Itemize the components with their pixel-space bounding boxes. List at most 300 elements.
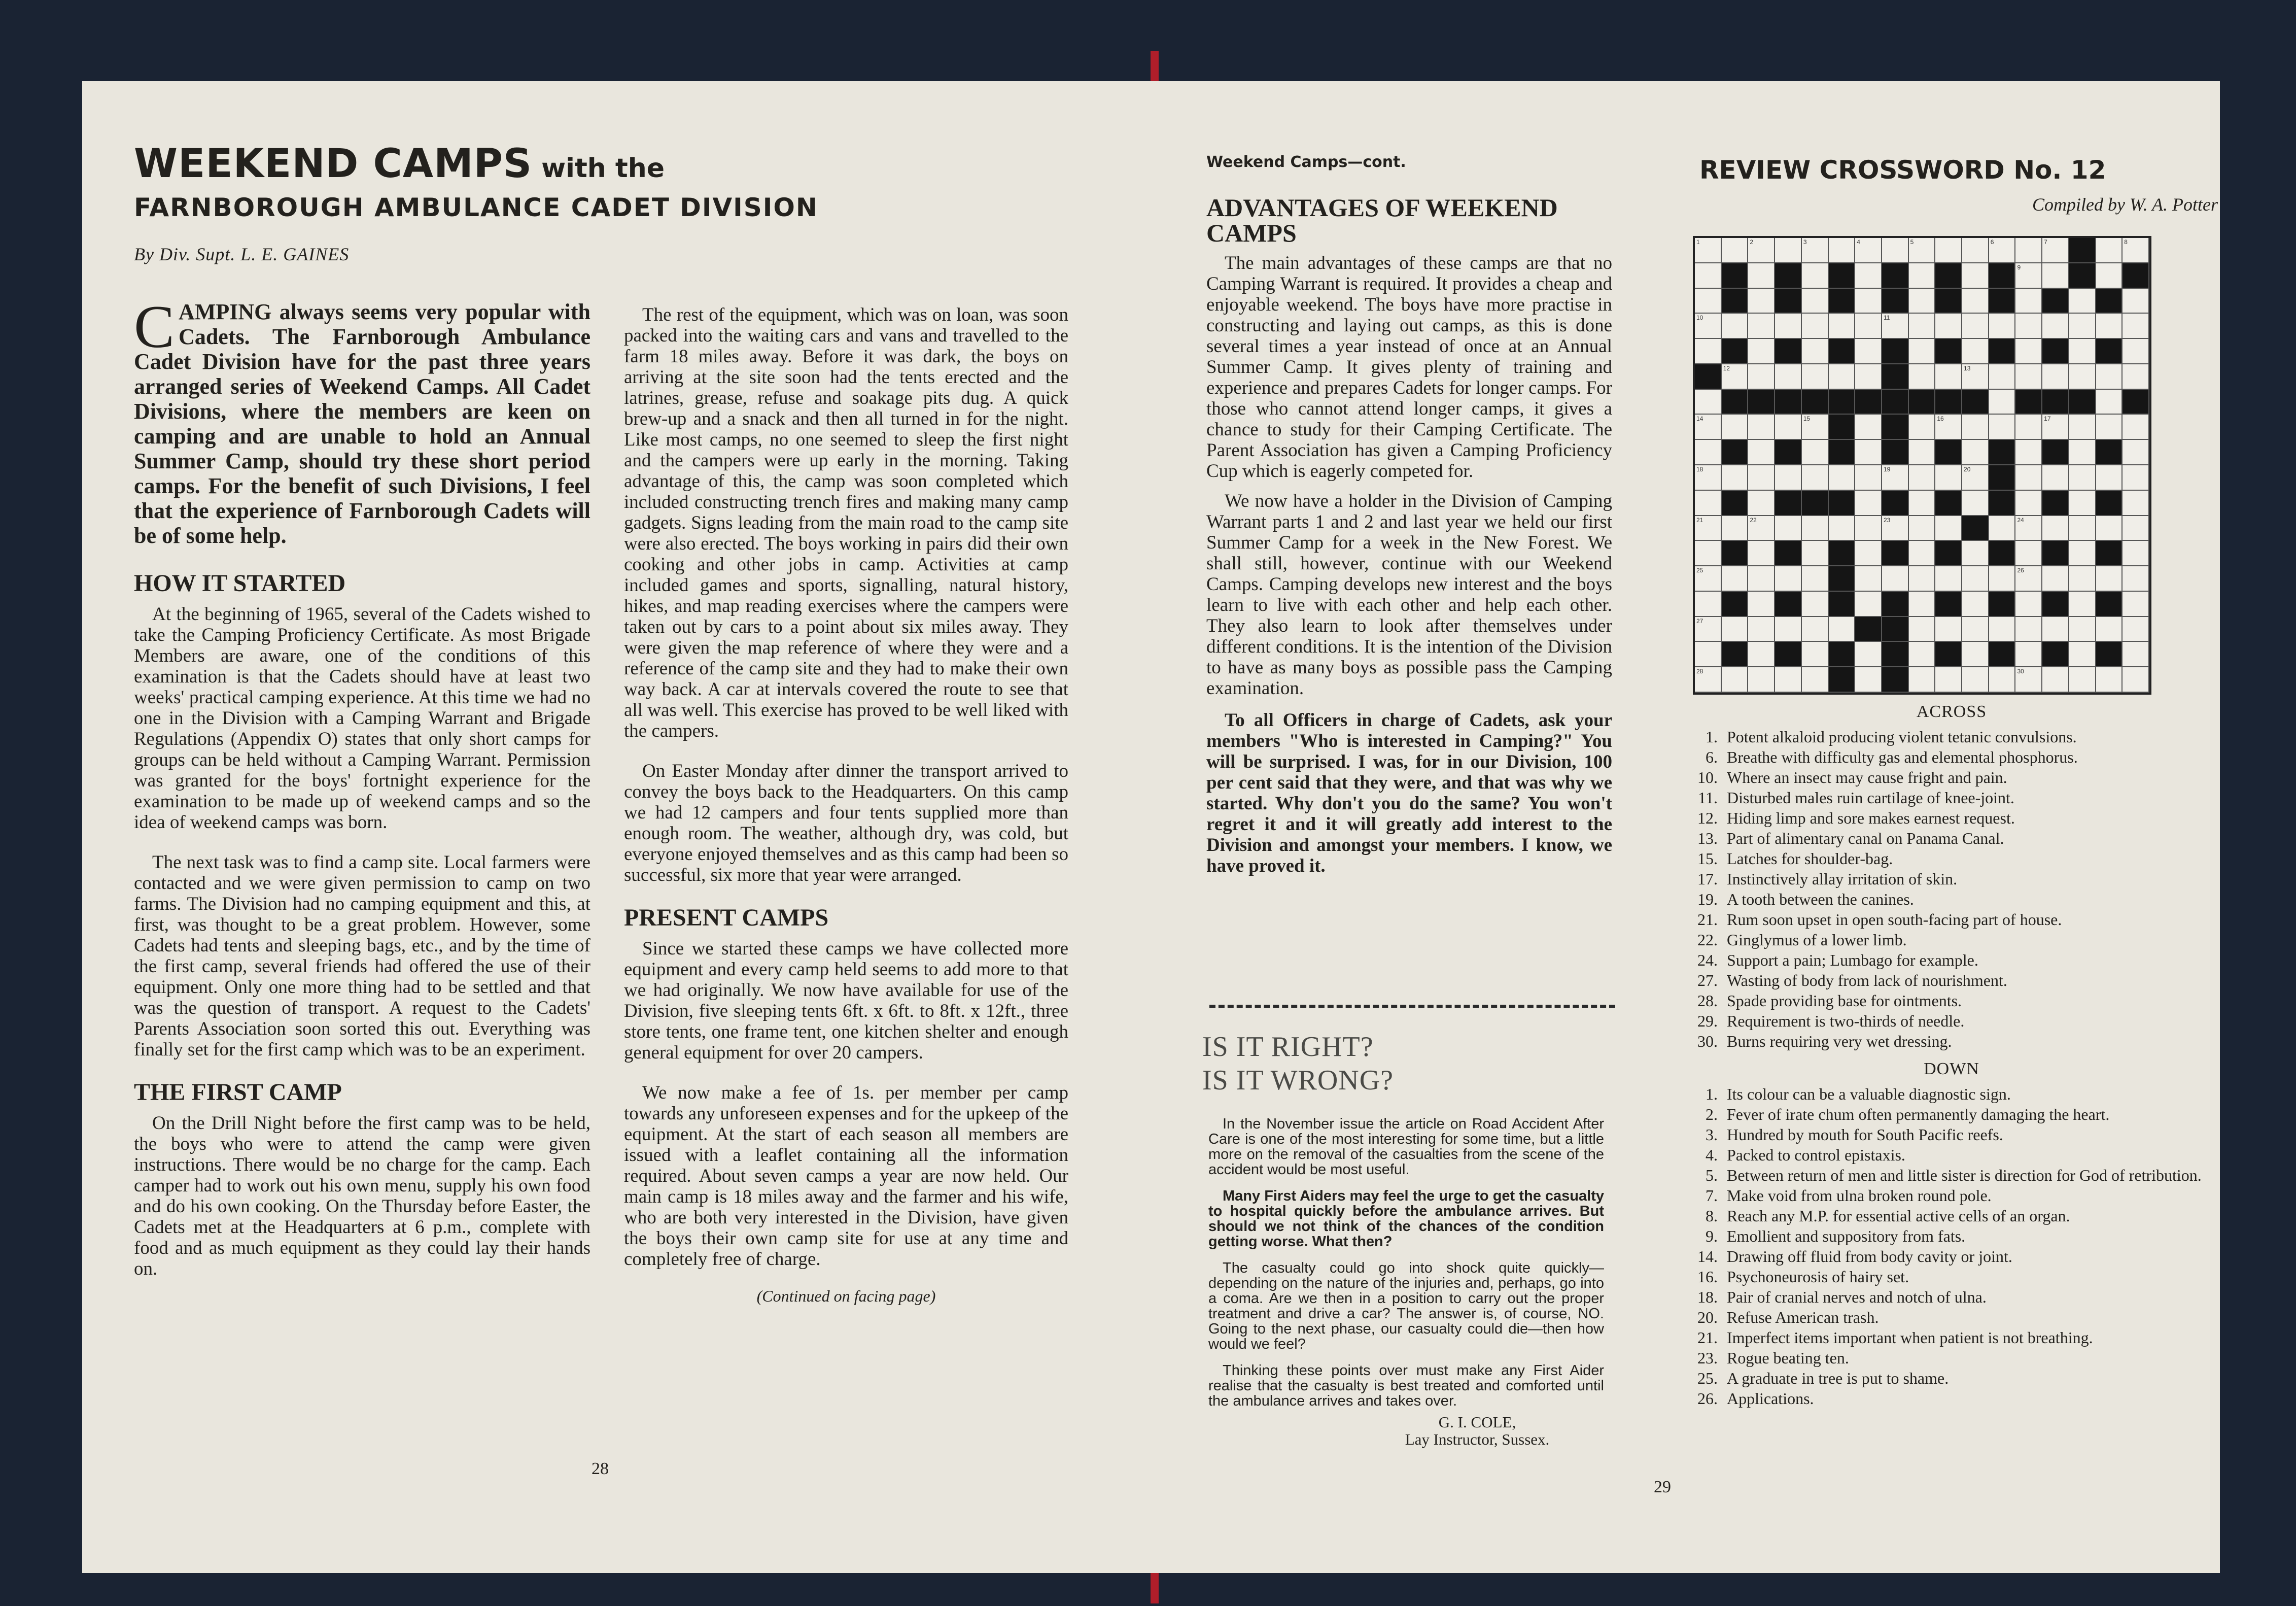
crossword-cell[interactable]: [2123, 364, 2149, 390]
clue-row: [1685, 990, 2218, 1011]
crossword-cell[interactable]: [2123, 440, 2149, 465]
crossword-cell[interactable]: [2042, 238, 2069, 263]
crossword-cell[interactable]: [1802, 541, 1829, 566]
crossword-cell[interactable]: [1962, 592, 1989, 617]
crossword-cell[interactable]: [1748, 516, 1775, 541]
clue-text: A graduate in tree is put to shame.: [1727, 1369, 1949, 1387]
crossword-block: [1935, 289, 1962, 314]
crossword-cell[interactable]: [1748, 491, 1775, 516]
crossword-block: [1989, 592, 2016, 617]
crossword-cell[interactable]: [1935, 364, 1962, 390]
signature: [1350, 1414, 1604, 1448]
crossword-cell[interactable]: [1722, 566, 1749, 592]
crossword-cell[interactable]: [2123, 642, 2149, 667]
crossword-cell[interactable]: [1748, 592, 1775, 617]
crossword-cell[interactable]: [1989, 566, 2016, 592]
crossword-cell[interactable]: [1802, 617, 1829, 642]
clue-number: 14.: [1697, 1247, 1718, 1266]
crossword-cell[interactable]: [1802, 289, 1829, 314]
crossword-cell[interactable]: [1909, 592, 1936, 617]
crossword-cell[interactable]: [2069, 566, 2096, 592]
crossword-block: [2069, 263, 2096, 289]
clue-row: [1685, 1307, 2218, 1327]
crossword-cell[interactable]: [1909, 263, 1936, 289]
crossword-cell[interactable]: [1855, 642, 1882, 667]
crossword-cell[interactable]: [1989, 415, 2016, 440]
crossword-cell[interactable]: [2015, 541, 2042, 566]
crossword-cell[interactable]: [2069, 617, 2096, 642]
crossword-cell[interactable]: [2123, 566, 2149, 592]
crossword-cell[interactable]: [1882, 516, 1909, 541]
crossword-cell[interactable]: [1855, 314, 1882, 339]
crossword-cell[interactable]: [2123, 465, 2149, 491]
crossword-cell[interactable]: [1962, 263, 1989, 289]
paragraph: The casualty could go into shock quite quickly—depending on the nature of the injuries and, perhaps, go into a coma. Are we then in a position to carry out the proper treatment and drive a car? The answer is, of course, NO. Going to the next phase, our casualty could die—then how would we feel?: [1208, 1260, 1604, 1352]
crossword-cell[interactable]: [1695, 415, 1722, 440]
crossword-cell[interactable]: [1695, 541, 1722, 566]
crossword-cell[interactable]: [1962, 238, 1989, 263]
crossword-cell[interactable]: [2015, 642, 2042, 667]
crossword-cell[interactable]: [1909, 440, 1936, 465]
crossword-cell[interactable]: [1722, 465, 1749, 491]
crossword-cell[interactable]: [1695, 592, 1722, 617]
crossword-block: [1775, 339, 1802, 364]
clue-text: A tooth between the canines.: [1727, 890, 1914, 908]
crossword-cell[interactable]: [1855, 667, 1882, 693]
paragraph-bold: To all Officers in charge of Cadets, ask your members "Who is interested in Camping?" You will be surprised. I was, for in our Division, 100 per cent said that they were, and that was why we started. Why don't you do the same? You won't regret it and it will greatly add interest to the Division and amongst your members. I know, we have proved it.: [1206, 710, 1612, 876]
crossword-cell[interactable]: [1748, 339, 1775, 364]
crossword-cell[interactable]: [2069, 516, 2096, 541]
crossword-cell[interactable]: [1829, 364, 1856, 390]
paragraph: On Easter Monday after dinner the transport arrived to convey the boys back to the Headquarters. On this camp we had 12 campers and four tents supplied more than enough room. The weather, although dry, was cold, but everyone enjoyed themselves and as this camp had been so successful, six more that year were arranged.: [624, 761, 1068, 885]
crossword-cell[interactable]: [1909, 465, 1936, 491]
crossword-cell[interactable]: [1855, 289, 1882, 314]
crossword-title: REVIEW CROSSWORD No. 12: [1699, 155, 2106, 185]
crossword-block: [1935, 390, 1962, 415]
crossword-cell[interactable]: [1829, 314, 1856, 339]
crossword-cell[interactable]: [1962, 440, 1989, 465]
crossword-cell[interactable]: [2015, 289, 2042, 314]
crossword-cell[interactable]: [1695, 289, 1722, 314]
crossword-cell[interactable]: [2123, 592, 2149, 617]
crossword-block: [1882, 263, 1909, 289]
crossword-cell[interactable]: [2069, 314, 2096, 339]
crossword-cell[interactable]: [1989, 516, 2016, 541]
crossword-block: [1829, 339, 1856, 364]
crossword-cell[interactable]: [2096, 415, 2123, 440]
crossword-cell[interactable]: [1695, 238, 1722, 263]
crossword-cell[interactable]: [2042, 667, 2069, 693]
clue-text: Reach any M.P. for essential active cells of an organ.: [1727, 1207, 2070, 1225]
crossword-cell[interactable]: [1748, 566, 1775, 592]
crossword-cell[interactable]: [1909, 314, 1936, 339]
crossword-cell[interactable]: [1802, 642, 1829, 667]
crossword-cell[interactable]: [1695, 516, 1722, 541]
crossword-cell[interactable]: [2042, 263, 2069, 289]
crossword-cell[interactable]: [1909, 541, 1936, 566]
crossword-cell[interactable]: [1962, 314, 1989, 339]
crossword-cell[interactable]: [1909, 238, 1936, 263]
lead-paragraph: [134, 293, 590, 548]
crossword-cell[interactable]: [1775, 364, 1802, 390]
crossword-cell[interactable]: [1935, 465, 1962, 491]
crossword-cell[interactable]: [2096, 667, 2123, 693]
clue-row: [1685, 1031, 2218, 1051]
crossword-block: [1775, 440, 1802, 465]
crossword-cell[interactable]: [2096, 617, 2123, 642]
crossword-cell[interactable]: [2069, 364, 2096, 390]
crossword-cell[interactable]: [2123, 415, 2149, 440]
crossword-cell[interactable]: [1748, 667, 1775, 693]
crossword-cell[interactable]: [1882, 566, 1909, 592]
crossword-cell[interactable]: [1962, 364, 1989, 390]
crossword-cell[interactable]: [1722, 364, 1749, 390]
crossword-cell[interactable]: [2015, 364, 2042, 390]
crossword-cell[interactable]: [1775, 238, 1802, 263]
crossword-cell[interactable]: [1962, 617, 1989, 642]
cell-number: 8: [2124, 238, 2128, 246]
clue-text: Packed to control epistaxis.: [1727, 1146, 1905, 1164]
crossword-cell[interactable]: [1962, 642, 1989, 667]
crossword-block: [1989, 465, 2016, 491]
clue-row: [1685, 1226, 2218, 1246]
crossword-cell[interactable]: [1695, 263, 1722, 289]
crossword-cell[interactable]: [2096, 238, 2123, 263]
title-line-2: IS IT WRONG?: [1202, 1065, 1394, 1096]
crossword-cell[interactable]: [1855, 238, 1882, 263]
crossword-cell[interactable]: [2069, 339, 2096, 364]
crossword-cell[interactable]: [1722, 617, 1749, 642]
crossword-cell[interactable]: [1802, 339, 1829, 364]
paragraph: The main advantages of these camps are that no Camping Warrant is required. It provides a cheap and enjoyable weekend. The boys have more practise in constructing and laying out camps, as this is done several times a year instead of once at an Annual Summer Camp. It gives plenty of training and experience and prepares Cadets for longer camps. For those who cannot attend longer camps, it gives a chance to study for their Camping Certificate. The Parent Association has given a Camping Proficiency Cup which is eagerly competed for.: [1206, 253, 1612, 482]
crossword-cell[interactable]: [1989, 238, 2016, 263]
crossword-cell[interactable]: [1909, 339, 1936, 364]
clue-number: 25.: [1697, 1369, 1718, 1387]
crossword-cell[interactable]: [2096, 263, 2123, 289]
crossword-cell[interactable]: [1695, 465, 1722, 491]
signature-role: Lay Instructor, Sussex.: [1405, 1430, 1550, 1448]
crossword-cell[interactable]: [2096, 390, 2123, 415]
crossword-cell[interactable]: [1962, 667, 1989, 693]
paragraph: Thinking these points over must make any First Aider realise that the casualty is best treated and comforted until the ambulance arrives and takes over.: [1208, 1362, 1604, 1409]
crossword-cell[interactable]: [1802, 566, 1829, 592]
crossword-cell[interactable]: [1748, 263, 1775, 289]
crossword-block: [2069, 390, 2096, 415]
crossword-block: [1829, 667, 1856, 693]
crossword-block: [1882, 541, 1909, 566]
cell-number: 22: [1750, 516, 1757, 524]
clue-text: Rogue beating ten.: [1727, 1349, 1849, 1367]
byline: By Div. Supt. L. E. GAINES: [134, 244, 350, 264]
paragraph: We now have a holder in the Division of Camping Warrant parts 1 and 2 and last year we held our first Summer Camp for a week in the New Forest. We shall still, however, continue with our Weekend Camps. Camping develops new interest and the boys learn to live with each other and help each other. They also learn to look after themselves under different conditions. It is the intention of the Division to have as many boys as possible pass the Camping examination.: [1206, 491, 1612, 699]
crossword-cell[interactable]: [1962, 541, 1989, 566]
crossword-cell[interactable]: [1855, 415, 1882, 440]
crossword-cell[interactable]: [1855, 364, 1882, 390]
crossword-cell[interactable]: [2015, 592, 2042, 617]
crossword-cell[interactable]: [2015, 617, 2042, 642]
crossword-cell[interactable]: [2015, 238, 2042, 263]
crossword-cell[interactable]: [2015, 339, 2042, 364]
crossword-cell[interactable]: [1855, 491, 1882, 516]
crossword-cell[interactable]: [2015, 491, 2042, 516]
crossword-cell[interactable]: [1962, 415, 1989, 440]
crossword-cell[interactable]: [2015, 314, 2042, 339]
crossword-cell[interactable]: [1909, 642, 1936, 667]
crossword-block: [1829, 592, 1856, 617]
crossword-cell[interactable]: [1748, 314, 1775, 339]
crossword-cell[interactable]: [2069, 667, 2096, 693]
crossword-cell[interactable]: [2123, 339, 2149, 364]
clue-number: 27.: [1697, 971, 1718, 989]
crossword-cell[interactable]: [1935, 314, 1962, 339]
crossword-cell[interactable]: [2042, 617, 2069, 642]
clue-row: [1685, 848, 2218, 869]
crossword-cell[interactable]: [2015, 566, 2042, 592]
crossword-cell[interactable]: [1909, 617, 1936, 642]
clue-row: [1685, 1145, 2218, 1165]
cell-number: 4: [1857, 238, 1860, 246]
crossword-cell[interactable]: [1855, 339, 1882, 364]
crossword-cell[interactable]: [1695, 642, 1722, 667]
crossword-cell[interactable]: [1802, 364, 1829, 390]
crossword-cell[interactable]: [1748, 415, 1775, 440]
crossword-cell[interactable]: [1909, 566, 1936, 592]
crossword-cell[interactable]: [1722, 415, 1749, 440]
crossword-block: [1722, 491, 1749, 516]
clue-number: 4.: [1706, 1146, 1718, 1164]
crossword-cell[interactable]: [2096, 364, 2123, 390]
clue-number: 24.: [1697, 951, 1718, 969]
crossword-block: [1989, 541, 2016, 566]
clue-number: 19.: [1697, 890, 1718, 908]
clue-text: Its colour can be a valuable diagnostic sign.: [1727, 1085, 2011, 1103]
crossword-cell[interactable]: [2123, 238, 2149, 263]
crossword-cell[interactable]: [2015, 516, 2042, 541]
crossword-cell[interactable]: [2069, 440, 2096, 465]
crossword-cell[interactable]: [1695, 667, 1722, 693]
crossword-cell[interactable]: [1962, 566, 1989, 592]
crossword-cell[interactable]: [1695, 491, 1722, 516]
crossword-cell[interactable]: [1695, 390, 1722, 415]
clue-text: Drawing off fluid from body cavity or joint.: [1727, 1247, 2012, 1266]
crossword-cell[interactable]: [2069, 642, 2096, 667]
crossword-cell[interactable]: [1855, 541, 1882, 566]
crossword-cell[interactable]: [1802, 314, 1829, 339]
crossword-block: [1882, 364, 1909, 390]
crossword-cell[interactable]: [2096, 465, 2123, 491]
crossword-cell[interactable]: [1802, 263, 1829, 289]
crossword-cell[interactable]: [1775, 667, 1802, 693]
crossword-cell[interactable]: [1695, 339, 1722, 364]
crossword-block: [1989, 263, 2016, 289]
crossword-grid: [1693, 236, 2151, 695]
clue-row: [1685, 1388, 2218, 1409]
crossword-cell[interactable]: [1935, 566, 1962, 592]
crossword-cell[interactable]: [1748, 642, 1775, 667]
crossword-cell[interactable]: [1935, 238, 1962, 263]
crossword-cell[interactable]: [2069, 541, 2096, 566]
heading-how-it-started: HOW IT STARTED: [134, 570, 346, 597]
crossword-cell[interactable]: [1882, 314, 1909, 339]
crossword-cell[interactable]: [1909, 667, 1936, 693]
crossword-cell[interactable]: [2096, 516, 2123, 541]
crossword-cell[interactable]: [2042, 465, 2069, 491]
crossword-cell[interactable]: [1909, 364, 1936, 390]
crossword-cell[interactable]: [1909, 516, 1936, 541]
crossword-cell[interactable]: [1855, 263, 1882, 289]
crossword-cell[interactable]: [1802, 440, 1829, 465]
crossword-cell[interactable]: [2042, 415, 2069, 440]
crossword-cell[interactable]: [1748, 617, 1775, 642]
crossword-cell[interactable]: [1748, 238, 1775, 263]
crossword-cell[interactable]: [2096, 314, 2123, 339]
crossword-cell[interactable]: [1962, 491, 1989, 516]
crossword-cell[interactable]: [1802, 465, 1829, 491]
crossword-cell[interactable]: [1722, 238, 1749, 263]
crossword-block: [1722, 390, 1749, 415]
crossword-cell[interactable]: [1855, 592, 1882, 617]
crossword-cell[interactable]: [2123, 516, 2149, 541]
crossword-cell[interactable]: [1989, 667, 2016, 693]
crossword-cell[interactable]: [2069, 491, 2096, 516]
crossword-cell[interactable]: [2069, 592, 2096, 617]
across-list: [1685, 727, 2218, 1051]
crossword-cell[interactable]: [1802, 667, 1829, 693]
crossword-cell[interactable]: [1802, 592, 1829, 617]
crossword-cell[interactable]: [1802, 516, 1829, 541]
crossword-cell[interactable]: [2042, 364, 2069, 390]
crossword-cell[interactable]: [1909, 491, 1936, 516]
crossword-cell[interactable]: [1962, 465, 1989, 491]
crossword-cell[interactable]: [1989, 617, 2016, 642]
clue-row: [1685, 1165, 2218, 1185]
cell-number: 19: [1883, 466, 1891, 473]
crossword-cell[interactable]: [1748, 541, 1775, 566]
crossword-cell[interactable]: [2123, 314, 2149, 339]
crossword-block: [1722, 642, 1749, 667]
crossword-cell[interactable]: [1855, 465, 1882, 491]
paragraph: The next task was to find a camp site. Local farmers were contacted and we were given permission to camp on two farms. The Division had no camping equipment and this, at first, was thought to be a great problem. However, some Cadets had tents and sleeping bags, etc., and by the time of the first camp, several friends had offered the use of their equipment. Only one more thing had to be settled and that was the question of transport. A request to the Cadets' Parents Association soon sorted this out. Everything was finally set for the first camp which was to be an experiment.: [134, 852, 590, 1060]
clue-number: 16.: [1697, 1268, 1718, 1286]
crossword-block: [1882, 491, 1909, 516]
clue-number: 7.: [1706, 1186, 1718, 1205]
crossword-cell[interactable]: [1722, 667, 1749, 693]
crossword-cell[interactable]: [1855, 516, 1882, 541]
crossword-cell[interactable]: [1775, 516, 1802, 541]
crossword-credit: Compiled by W. A. Potter: [2032, 194, 2218, 215]
crossword-cell[interactable]: [1909, 415, 1936, 440]
clue-text: Pair of cranial nerves and notch of ulna.: [1727, 1288, 1987, 1306]
crossword-block: [2015, 390, 2042, 415]
crossword-cell[interactable]: [2069, 289, 2096, 314]
crossword-cell[interactable]: [1802, 415, 1829, 440]
crossword-cell[interactable]: [2015, 440, 2042, 465]
crossword-cell[interactable]: [1748, 440, 1775, 465]
crossword-cell[interactable]: [1775, 314, 1802, 339]
crossword-cell[interactable]: [1775, 415, 1802, 440]
crossword-cell[interactable]: [1722, 516, 1749, 541]
crossword-block: [1962, 516, 1989, 541]
crossword-cell[interactable]: [1748, 465, 1775, 491]
crossword-cell[interactable]: [1935, 667, 1962, 693]
crossword-cell[interactable]: [1962, 289, 1989, 314]
crossword-block: [1722, 289, 1749, 314]
crossword-cell[interactable]: [1935, 516, 1962, 541]
crossword-cell[interactable]: [1695, 440, 1722, 465]
crossword-cell[interactable]: [1695, 566, 1722, 592]
crossword-cell[interactable]: [2042, 314, 2069, 339]
crossword-block: [1909, 390, 1936, 415]
crossword-cell[interactable]: [1775, 465, 1802, 491]
clue-number: 28.: [1697, 992, 1718, 1010]
crossword-cell[interactable]: [1855, 566, 1882, 592]
crossword-cell[interactable]: [1935, 617, 1962, 642]
clue-number: 8.: [1706, 1207, 1718, 1225]
crossword-cell[interactable]: [1775, 617, 1802, 642]
crossword-block: [2042, 592, 2069, 617]
crossword-cell[interactable]: [1962, 339, 1989, 364]
crossword-cell[interactable]: [1829, 516, 1856, 541]
crossword-block: [2096, 541, 2123, 566]
crossword-cell[interactable]: [1989, 390, 2016, 415]
crossword-block: [1722, 440, 1749, 465]
clue-number: 1.: [1706, 1085, 1718, 1103]
crossword-cell[interactable]: [2069, 415, 2096, 440]
crossword-cell[interactable]: [2123, 289, 2149, 314]
crossword-cell[interactable]: [2123, 667, 2149, 693]
crossword-cell[interactable]: [2015, 263, 2042, 289]
crossword-cell[interactable]: [2096, 566, 2123, 592]
crossword-cell[interactable]: [2123, 617, 2149, 642]
crossword-cell[interactable]: [1882, 238, 1909, 263]
crossword-cell[interactable]: [2042, 516, 2069, 541]
crossword-cell[interactable]: [1695, 617, 1722, 642]
clue-number: 10.: [1697, 768, 1718, 787]
crossword-cell[interactable]: [1802, 238, 1829, 263]
crossword-cell[interactable]: [2042, 566, 2069, 592]
crossword-cell[interactable]: [1855, 440, 1882, 465]
crossword-cell[interactable]: [1829, 617, 1856, 642]
crossword-cell[interactable]: [1935, 415, 1962, 440]
crossword-block: [2069, 238, 2096, 263]
crossword-cell[interactable]: [2123, 491, 2149, 516]
crossword-block: [1882, 440, 1909, 465]
crossword-cell[interactable]: [1695, 314, 1722, 339]
left-column-2: [624, 304, 1068, 1307]
crossword-cell[interactable]: [1829, 465, 1856, 491]
continued-note: (Continued on facing page): [756, 1287, 936, 1305]
crossword-cell[interactable]: [1989, 314, 2016, 339]
crossword-block: [1935, 339, 1962, 364]
crossword-block: [1989, 440, 2016, 465]
crossword-cell[interactable]: [2123, 541, 2149, 566]
clue-text: Psychoneurosis of hairy set.: [1727, 1268, 1909, 1286]
crossword-cell[interactable]: [1748, 289, 1775, 314]
crossword-cell[interactable]: [1775, 566, 1802, 592]
clue-row: [1685, 1348, 2218, 1368]
crossword-cell[interactable]: [2015, 415, 2042, 440]
crossword-cell[interactable]: [2069, 465, 2096, 491]
crossword-cell[interactable]: [1722, 314, 1749, 339]
crossword-cell[interactable]: [1989, 364, 2016, 390]
crossword-cell[interactable]: [2015, 465, 2042, 491]
crossword-cell[interactable]: [1882, 465, 1909, 491]
crossword-cell[interactable]: [2015, 667, 2042, 693]
crossword-cell[interactable]: [1829, 238, 1856, 263]
crossword-cell[interactable]: [1909, 289, 1936, 314]
crossword-cell[interactable]: [1748, 364, 1775, 390]
crossword-block: [1989, 289, 2016, 314]
